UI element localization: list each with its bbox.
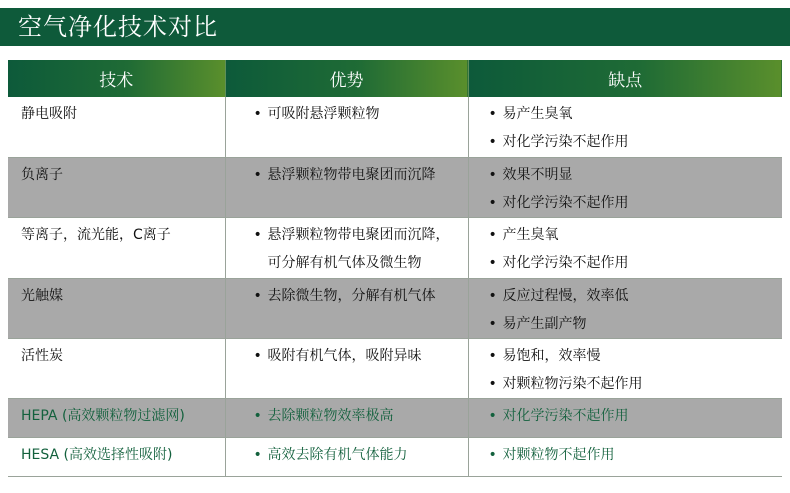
technology-cell [8,398,225,437]
bullet-icon: • [488,254,497,271]
disadvantage-item: • 对颗粒物不起作用 [489,441,783,469]
bullet-icon: • [253,166,262,183]
bullet-icon: • [253,347,262,364]
bullet-icon: • [253,407,262,424]
bullet-icon: • [488,315,497,332]
table-row [8,437,782,476]
disadvantage-item: • 产生臭氧 [489,221,783,249]
advantage-item: • 去除颗粒物效率极高 [254,402,468,430]
advantages-cell [225,278,468,338]
advantages-cell [225,437,468,476]
technology-name: 等离子，流光能，C离子 [21,226,171,243]
table-row [8,97,782,157]
advantages-cell [225,338,468,398]
table-row [8,398,782,437]
disadvantages-cell [468,398,782,437]
header-advantages: 优势 [225,60,468,97]
advantage-item: • 吸附有机气体，吸附异味 [254,342,468,370]
bullet-icon: • [253,446,262,463]
advantage-item: • 可吸附悬浮颗粒物 [254,100,468,128]
bullet-icon: • [488,347,497,364]
disadvantages-cell [468,338,782,398]
disadvantage-item: • 对化学污染不起作用 [489,249,783,277]
table-row [8,338,782,398]
advantages-cell [225,217,468,278]
bullet-icon: • [253,226,262,243]
bullet-icon: • [488,134,497,150]
page-title: 空气净化技术对比 [18,13,218,41]
table-row [8,278,782,338]
header-disadvantages: 缺点 [468,60,782,97]
technology-name: 负离子 [21,166,63,183]
technology-name: 静电吸附 [21,106,77,122]
disadvantages-cell [468,97,782,157]
technology-name: 光触媒 [21,287,63,304]
advantages-cell [225,157,468,217]
disadvantages-cell [468,217,782,278]
bullet-icon: • [488,446,497,463]
disadvantage-item: • 对化学污染不起作用 [489,402,783,430]
advantage-item-continued: 可分解有机气体及微生物 [267,254,422,271]
technology-cell [8,278,225,338]
disadvantages-cell [468,157,782,217]
disadvantages-cell [468,437,782,476]
bullet-icon: • [488,287,497,304]
table-row [8,157,782,217]
bullet-icon: • [488,166,497,183]
technology-cell [8,217,225,278]
technology-cell [8,338,225,398]
disadvantage-item: • 易饱和，效率慢 [489,342,783,370]
table-row [8,217,782,278]
table-header-row [8,60,782,97]
advantage-item: • 悬浮颗粒物带电聚团而沉降， [254,221,468,249]
technology-cell [8,437,225,476]
bullet-icon: • [488,226,497,243]
advantage-item: • 悬浮颗粒物带电聚团而沉降 [254,161,468,189]
disadvantage-item: • 对化学污染不起作用 [489,128,783,156]
disadvantages-cell [468,278,782,338]
disadvantage-item: • 反应过程慢，效率低 [489,282,783,310]
technology-name: HESA (高效选择性吸附) [21,446,173,463]
technology-cell [8,97,225,157]
technology-cell [8,157,225,217]
disadvantage-item: • 对颗粒物污染不起作用 [489,370,783,398]
advantages-cell [225,97,468,157]
bullet-icon: • [488,407,497,424]
technology-name: 活性炭 [21,347,63,364]
bullet-icon: • [253,287,262,304]
technology-name: HEPA (高效颗粒物过滤网) [21,407,185,424]
disadvantage-item: • 效果不明显 [489,161,783,189]
advantages-cell [225,398,468,437]
disadvantage-item: • 对化学污染不起作用 [489,189,783,217]
bullet-icon: • [253,106,262,122]
bullet-icon: • [488,106,497,122]
header-technology: 技术 [8,60,225,97]
disadvantage-item: • 易产生臭氧 [489,100,783,128]
disadvantage-item: • 易产生副产物 [489,310,783,338]
advantage-item: • 高效去除有机气体能力 [254,441,468,469]
bullet-icon: • [488,194,497,211]
bullet-icon: • [488,375,497,392]
advantage-item: • 去除微生物，分解有机气体 [254,282,468,310]
comparison-table [8,60,782,477]
comparison-table-container [8,60,782,486]
title-bar [0,8,790,46]
